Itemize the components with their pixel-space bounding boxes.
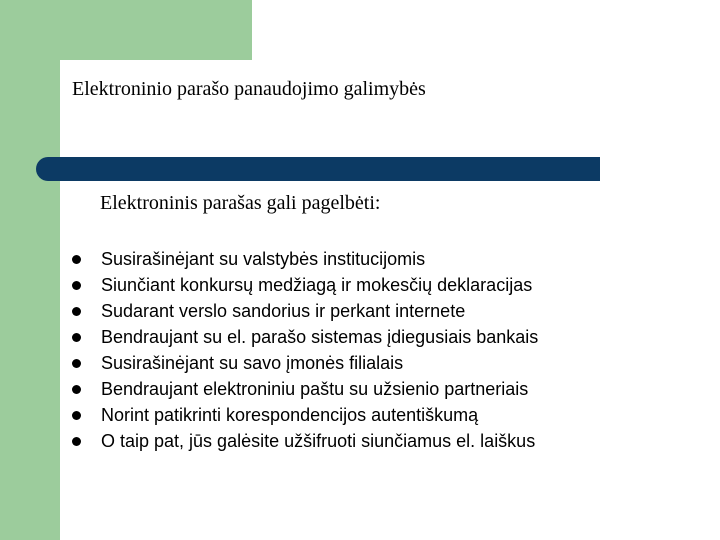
list-item xyxy=(72,246,538,272)
bullet-list xyxy=(72,246,538,454)
bullet-icon xyxy=(72,359,81,368)
list-item-text: Bendraujant elektroniniu paštu su užsienio partneriais xyxy=(101,378,529,399)
slide-subtitle: Elektroninis parašas gali pagelbėti: xyxy=(100,192,381,214)
bullet-icon xyxy=(72,437,81,446)
list-item xyxy=(72,350,538,376)
list-item-text: Susirašinėjant su valstybės institucijomis xyxy=(101,248,426,269)
list-item-text: Siunčiant konkursų medžiagą ir mokesčių deklaracijas xyxy=(101,274,533,295)
list-item xyxy=(72,298,538,324)
bullet-icon xyxy=(72,385,81,394)
title-divider-bar xyxy=(36,157,600,181)
bullet-icon xyxy=(72,411,81,420)
list-item xyxy=(72,324,538,350)
list-item xyxy=(72,272,538,298)
bullet-icon xyxy=(72,307,81,316)
list-item-text: Norint patikrinti korespondencijos autentiškumą xyxy=(101,404,479,425)
slide-title: Elektroninio parašo panaudojimo galimybės xyxy=(72,78,426,100)
list-item-text: Sudarant verslo sandorius ir perkant internete xyxy=(101,300,466,321)
list-item-text: O taip pat, jūs galėsite užšifruoti siunčiamus el. laiškus xyxy=(101,430,536,451)
list-item xyxy=(72,428,538,454)
bullet-icon xyxy=(72,333,81,342)
list-item xyxy=(72,402,538,428)
list-item xyxy=(72,376,538,402)
list-item-text: Susirašinėjant su savo įmonės filialais xyxy=(101,352,404,373)
title-background xyxy=(60,60,600,160)
bullet-icon xyxy=(72,281,81,290)
bullet-icon xyxy=(72,255,81,264)
list-item-text: Bendraujant su el. parašo sistemas įdiegusiais bankais xyxy=(101,326,539,347)
